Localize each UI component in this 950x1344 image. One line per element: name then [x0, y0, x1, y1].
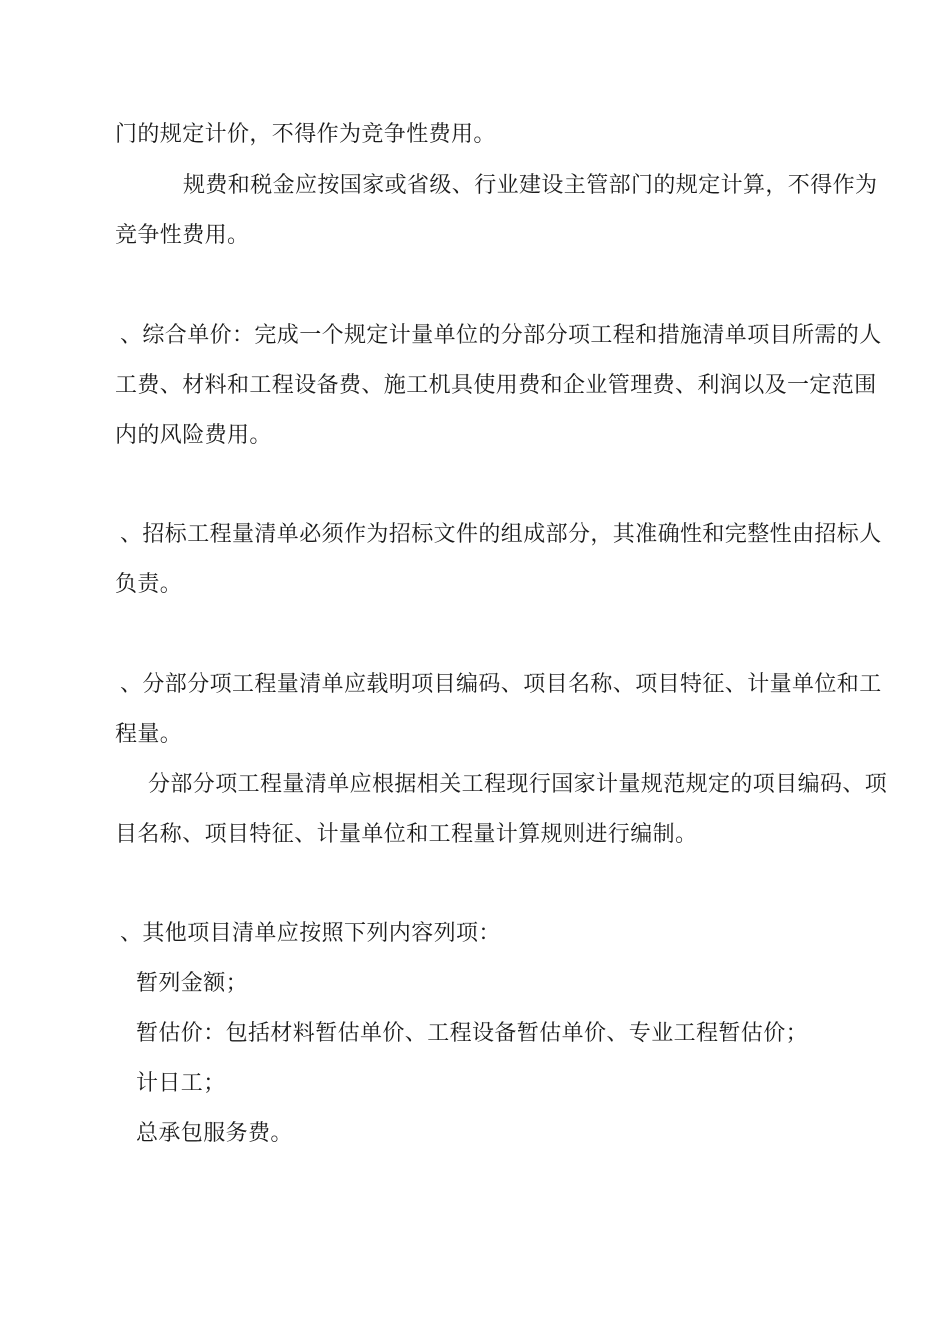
text-line: 暂列金额；: [136, 971, 249, 996]
text-line: 、分部分项工程量清单应载明项目编码、项目名称、项目特征、计量单位和工: [120, 672, 882, 697]
text-line: 总承包服务费。: [136, 1121, 293, 1146]
text-line: 负责。: [115, 572, 183, 597]
text-line: 内的风险费用。: [115, 423, 272, 448]
text-line: 、综合单价：完成一个规定计量单位的分部分项工程和措施清单项目所需的人: [120, 323, 882, 348]
text-line: 分部分项工程量清单应根据相关工程现行国家计量规范规定的项目编码、项: [148, 772, 888, 797]
text-line: 工费、材料和工程设备费、施工机具使用费和企业管理费、利润以及一定范围: [115, 373, 877, 398]
text-line: 竞争性费用。: [115, 223, 250, 248]
text-line: 门的规定计价，不得作为竞争性费用。: [115, 122, 496, 147]
text-line: 计日工；: [136, 1071, 226, 1096]
text-line: 暂估价：包括材料暂估单价、工程设备暂估单价、专业工程暂估价；: [136, 1021, 809, 1046]
text-line: 、招标工程量清单必须作为招标文件的组成部分，其准确性和完整性由招标人: [120, 522, 882, 547]
text-line: 规费和税金应按国家或省级、行业建设主管部门的规定计算，不得作为: [183, 173, 878, 198]
text-line: 、其他项目清单应按照下列内容列项：: [120, 921, 501, 946]
text-line: 程量。: [115, 722, 183, 747]
text-line: 目名称、项目特征、计量单位和工程量计算规则进行编制。: [115, 822, 698, 847]
